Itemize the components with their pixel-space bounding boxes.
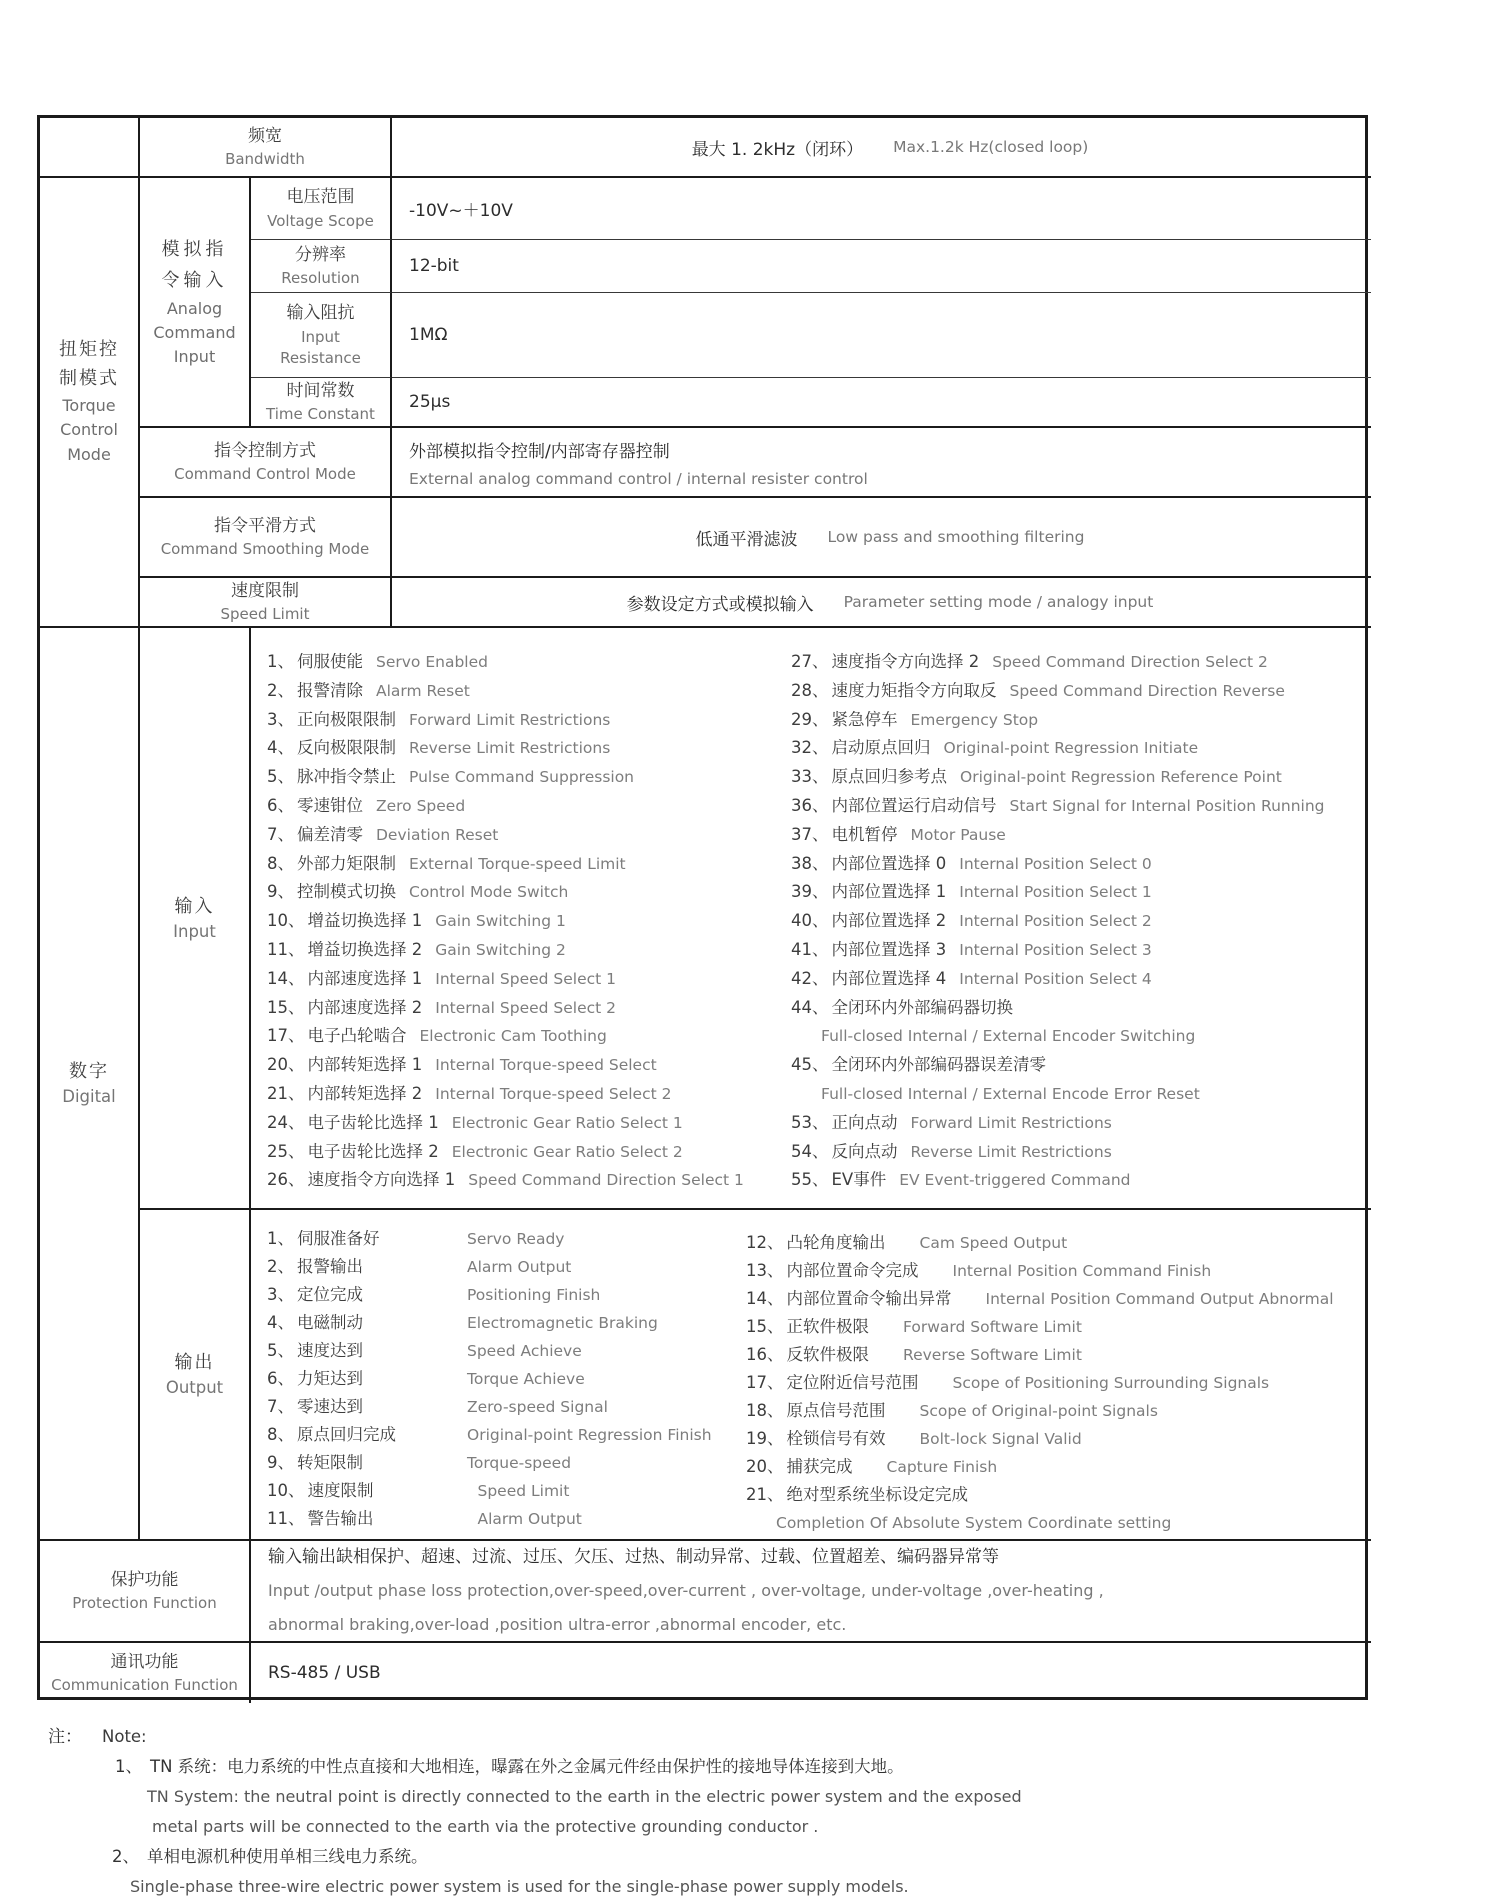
torque-mode-label-en: Torque Control Mode	[60, 395, 118, 465]
list-item: 25、 电子齿轮比选择 2 Electronic Gear Ratio Select 2	[267, 1141, 683, 1161]
input-resistance-label-cell	[251, 293, 392, 378]
time-constant-value: 25μs	[409, 392, 451, 412]
output-label-en: Output	[165, 1378, 224, 1398]
voltage-scope-label-cell	[251, 178, 392, 240]
list-item: 17、 定位附近信号范围 Scope of Positioning Surrounding Signals	[746, 1373, 1270, 1392]
speed-limit-value-en: Parameter setting mode / analogy input	[843, 593, 1154, 611]
protection-value-zh: 输入输出缺相保护、超速、过流、过压、欠压、过热、制动异常、过载、位置超差、编码器异常等	[268, 1547, 999, 1567]
list-item: 10、 速度限制 Speed Limit	[267, 1481, 570, 1500]
list-item-continuation: Full-closed Internal / External Encode Error Reset	[821, 1084, 1200, 1103]
list-item: 41、 内部位置选择 3 Internal Position Select 3	[791, 939, 1152, 959]
protection-function-label-cell	[40, 1541, 251, 1643]
resolution-value-cell	[392, 240, 1371, 293]
input-signal-list-cell	[251, 628, 1371, 1210]
communication-function-label-cell	[40, 1643, 251, 1703]
bandwidth-label-cell	[140, 118, 392, 178]
list-item: 32、 启动原点回归 Original-point Regression Initiate	[791, 738, 1199, 758]
input-label-zh: 输入	[174, 895, 215, 917]
list-item: 5、 速度达到 Speed Achieve	[267, 1341, 582, 1360]
list-item: 42、 内部位置选择 4 Internal Position Select 4	[791, 968, 1152, 988]
input-resistance-value-cell	[392, 293, 1371, 378]
list-item: 37、 电机暂停 Motor Pause	[791, 824, 1006, 844]
voltage-scope-value-cell	[392, 178, 1371, 240]
list-item: 53、 正向点动 Forward Limit Restrictions	[791, 1112, 1112, 1132]
torque-mode-label-cell	[40, 178, 140, 628]
list-item: 9、 转矩限制 Torque-speed	[267, 1453, 572, 1472]
list-item: 28、 速度力矩指令方向取反 Speed Command Direction Reverse	[791, 680, 1285, 700]
command-control-label-en: Command Control Mode	[174, 465, 356, 484]
digital-label-zh: 数字	[69, 1061, 109, 1083]
command-smoothing-label-zh: 指令平滑方式	[214, 515, 316, 536]
analog-command-input-label-cell	[140, 178, 251, 428]
list-item: 14、 内部速度选择 1 Internal Speed Select 1	[267, 968, 617, 988]
digital-label-en: Digital	[62, 1087, 116, 1107]
list-item: 15、 内部速度选择 2 Internal Speed Select 2	[267, 997, 617, 1017]
note-1-en-line2: metal parts will be connected to the earth via the protective grounding conductor .	[152, 1817, 819, 1836]
list-item: 1、 伺服使能 Servo Enabled	[267, 652, 488, 671]
list-item: 8、 原点回归完成 Original-point Regression Finish	[267, 1425, 712, 1444]
list-item: 38、 内部位置选择 0 Internal Position Select 0	[791, 853, 1152, 873]
note-2-en-line: Single-phase three-wire electric power system is used for the single-phase power supply models.	[130, 1877, 909, 1896]
protection-value-en1: Input /output phase loss protection,over-speed,over-current , over-voltage, under-voltage ,over-heating ,	[268, 1581, 1104, 1600]
list-item: 11、 增益切换选择 2 Gain Switching 2	[267, 939, 566, 959]
communication-value: RS-485 / USB	[268, 1663, 381, 1683]
list-item: 33、 原点回归参考点 Original-point Regression Reference Point	[791, 767, 1282, 787]
list-item: 20、 内部转矩选择 1 Internal Torque-speed Select	[267, 1055, 657, 1075]
list-item: 54、 反向点动 Reverse Limit Restrictions	[791, 1141, 1112, 1161]
output-list-right	[746, 1229, 1366, 1537]
specification-table	[37, 115, 1368, 1700]
torque-mode-label-zh: 扭矩控制模式	[59, 339, 119, 389]
list-item: 7、 零速达到 Zero-speed Signal	[267, 1397, 608, 1416]
list-item-continuation: Full-closed Internal / External Encoder Switching	[821, 1027, 1196, 1046]
notes-section	[48, 1722, 1408, 1902]
list-item: 45、 全闭环内外部编码器误差清零	[791, 1055, 1046, 1075]
list-item: 26、 速度指令方向选择 1 Speed Command Direction Select 1	[267, 1170, 744, 1190]
bandwidth-value-en: Max.1.2k Hz(closed loop)	[893, 138, 1089, 156]
input-resistance-value: 1MΩ	[409, 325, 448, 345]
notes-heading-en: Note:	[102, 1727, 147, 1746]
list-item: 3、 正向极限限制 Forward Limit Restrictions	[267, 709, 611, 729]
voltage-label-en: Voltage Scope	[267, 211, 374, 230]
list-item: 2、 报警输出 Alarm Output	[267, 1257, 572, 1276]
list-item: 40、 内部位置选择 2 Internal Position Select 2	[791, 911, 1152, 931]
list-item: 7、 偏差清零 Deviation Reset	[267, 824, 499, 844]
speed-limit-label-cell	[140, 578, 392, 628]
input-list-right	[791, 648, 1366, 1195]
voltage-label-zh: 电压范围	[286, 187, 355, 208]
speed-limit-label-zh: 速度限制	[231, 580, 299, 601]
voltage-value: -10V~＋10V	[409, 201, 513, 221]
list-item: 6、 零速钳位 Zero Speed	[267, 795, 466, 815]
list-item: 55、 EV事件 EV Event-triggered Command	[791, 1170, 1131, 1190]
list-item: 2、 报警清除 Alarm Reset	[267, 680, 470, 700]
command-smoothing-mode-label-cell	[140, 498, 392, 578]
time-constant-label-cell	[251, 378, 392, 428]
list-item: 36、 内部位置运行启动信号 Start Signal for Internal Position Running	[791, 795, 1325, 815]
list-item-continuation: Completion Of Absolute System Coordinate setting	[776, 1514, 1172, 1532]
list-item: 29、 紧急停车 Emergency Stop	[791, 709, 1039, 729]
list-item: 9、 控制模式切换 Control Mode Switch	[267, 882, 569, 902]
command-control-mode-value-cell	[392, 428, 1371, 498]
list-item: 16、 反软件极限 Reverse Software Limit	[746, 1345, 1082, 1364]
command-smoothing-mode-value-cell	[392, 498, 1371, 578]
note-2-zh: 单相电源机种使用单相三线电力系统。	[147, 1847, 428, 1866]
input-label-cell	[140, 628, 251, 1210]
notes-heading-zh: 注：	[48, 1727, 82, 1747]
resolution-label-cell	[251, 240, 392, 293]
command-control-mode-label-cell	[140, 428, 392, 498]
note-1-zh: TN 系统：电力系统的中性点直接和大地相连，曝露在外之金属元件经由保护性的接地导体连接到大地。	[150, 1757, 904, 1776]
input-resistance-label-en: Input Resistance	[280, 327, 361, 367]
input-list-left	[267, 648, 772, 1195]
bandwidth-label-en: Bandwidth	[225, 150, 305, 169]
list-item: 1、 伺服准备好 Servo Ready	[267, 1229, 565, 1248]
notes-heading	[48, 1722, 1408, 1752]
list-item: 10、 增益切换选择 1 Gain Switching 1	[267, 911, 566, 931]
input-label-en: Input	[173, 921, 216, 941]
list-item: 13、 内部位置命令完成 Internal Position Command Finish	[746, 1261, 1212, 1280]
note-2	[112, 1842, 1408, 1872]
digital-label-cell	[40, 628, 140, 1541]
command-control-value-zh: 外部模拟指令控制/内部寄存器控制	[409, 441, 670, 462]
list-item: 27、 速度指令方向选择 2 Speed Command Direction Select 2	[791, 652, 1268, 671]
list-item: 12、 凸轮角度输出 Cam Speed Output	[746, 1233, 1068, 1252]
list-item: 17、 电子凸轮啮合 Electronic Cam Toothing	[267, 1026, 607, 1046]
communication-function-value-cell	[251, 1643, 1371, 1703]
time-constant-label-zh: 时间常数	[286, 380, 355, 401]
command-smoothing-value-zh: 低通平滑滤波	[695, 529, 798, 550]
list-item: 3、 定位完成 Positioning Finish	[267, 1285, 601, 1304]
note-1-en-line1: TN System: the neutral point is directly connected to the earth in the electric power system and the exposed	[147, 1787, 1022, 1806]
bandwidth-label-zh: 频宽	[248, 125, 282, 146]
list-item: 6、 力矩达到 Torque Achieve	[267, 1369, 585, 1388]
note-2-number: 2、	[112, 1847, 139, 1866]
list-item: 14、 内部位置命令输出异常 Internal Position Command Output Abnormal	[746, 1289, 1334, 1308]
protection-value-en2: abnormal braking,over-load ,position ultra-error ,abnormal encoder, etc.	[268, 1615, 847, 1634]
resolution-label-en: Resolution	[281, 269, 360, 288]
list-item: 8、 外部力矩限制 External Torque-speed Limit	[267, 853, 626, 873]
resolution-value: 12-bit	[409, 256, 459, 276]
output-list-left	[267, 1225, 757, 1533]
note-1-number: 1、	[115, 1757, 142, 1776]
list-item: 19、 栓锁信号有效 Bolt-lock Signal Valid	[746, 1429, 1082, 1448]
communication-label-zh: 通讯功能	[110, 1651, 179, 1672]
analog-label-zh: 模拟指令输入	[161, 239, 228, 291]
resolution-label-zh: 分辨率	[295, 244, 346, 265]
time-constant-label-en: Time Constant	[266, 405, 375, 424]
list-item: 39、 内部位置选择 1 Internal Position Select 1	[791, 882, 1152, 902]
output-label-cell	[140, 1210, 251, 1541]
analog-label-en: Analog Command Input	[153, 298, 236, 366]
output-signal-list-cell	[251, 1210, 1371, 1541]
list-item: 4、 反向极限限制 Reverse Limit Restrictions	[267, 738, 611, 758]
list-item: 24、 电子齿轮比选择 1 Electronic Gear Ratio Select 1	[267, 1112, 683, 1132]
list-item: 11、 警告输出 Alarm Output	[267, 1509, 582, 1528]
input-resistance-label-zh: 输入阻抗	[286, 303, 355, 324]
protection-label-en: Protection Function	[72, 1594, 217, 1613]
protection-label-zh: 保护功能	[110, 1569, 179, 1590]
list-item: 15、 正软件极限 Forward Software Limit	[746, 1317, 1082, 1336]
command-control-value-en: External analog command control / internal resister control	[409, 469, 868, 488]
output-label-zh: 输出	[174, 1352, 215, 1374]
speed-limit-label-en: Speed Limit	[220, 605, 310, 624]
speed-limit-value-zh: 参数设定方式或模拟输入	[626, 594, 814, 615]
list-item: 20、 捕获完成 Capture Finish	[746, 1457, 998, 1476]
list-item: 44、 全闭环内外部编码器切换	[791, 997, 1013, 1017]
list-item: 4、 电磁制动 Electromagnetic Braking	[267, 1313, 658, 1332]
speed-limit-value-cell	[392, 578, 1371, 628]
list-item: 5、 脉冲指令禁止 Pulse Command Suppression	[267, 767, 635, 787]
protection-function-value-cell	[251, 1541, 1371, 1643]
command-control-label-zh: 指令控制方式	[214, 440, 316, 461]
list-item: 18、 原点信号范围 Scope of Original-point Signals	[746, 1401, 1158, 1420]
communication-label-en: Communication Function	[51, 1676, 238, 1695]
empty-corner-cell	[40, 118, 140, 178]
list-item: 21、 内部转矩选择 2 Internal Torque-speed Select 2	[267, 1083, 672, 1103]
note-1	[115, 1752, 1408, 1782]
list-item: 21、 绝对型系统坐标设定完成	[746, 1485, 968, 1504]
command-smoothing-value-en: Low pass and smoothing filtering	[827, 528, 1085, 546]
bandwidth-value-cell	[392, 118, 1371, 178]
command-smoothing-label-en: Command Smoothing Mode	[160, 540, 370, 559]
bandwidth-value-zh: 最大 1. 2kHz（闭环）	[691, 139, 864, 160]
time-constant-value-cell	[392, 378, 1371, 428]
